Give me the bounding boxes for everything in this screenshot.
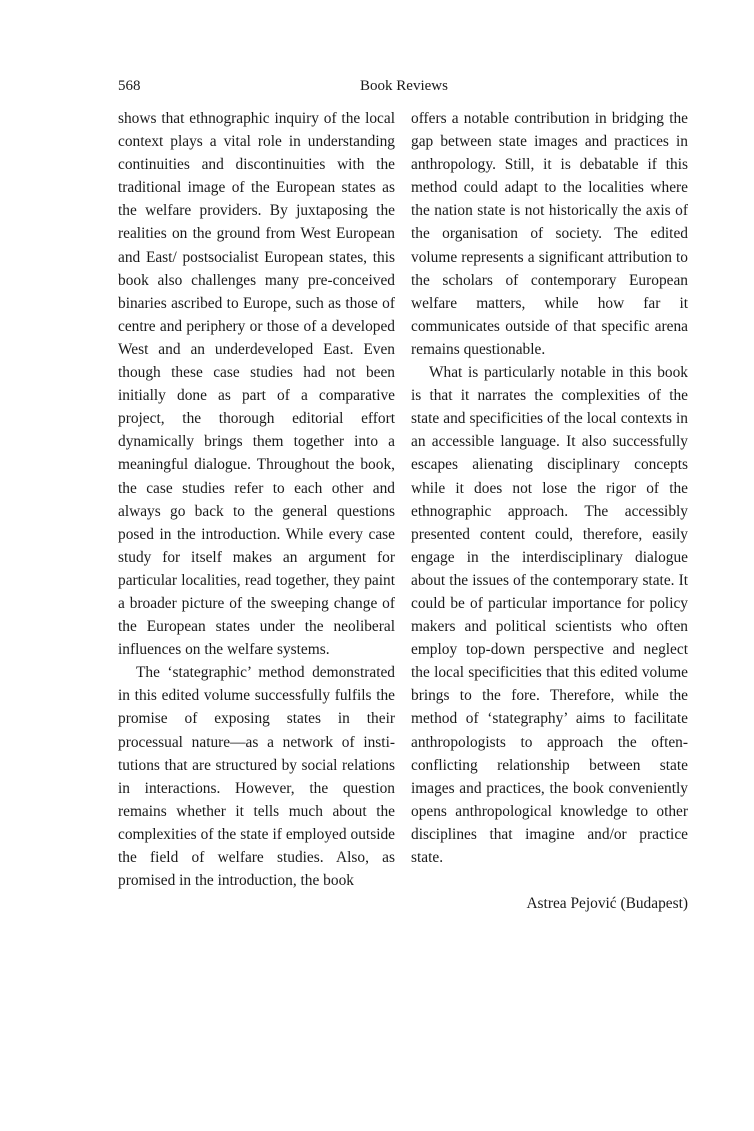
left-paragraph-1: shows that ethnographic inquiry of the local context plays a vital role in understanding continuities and discontinuities with the traditional image of the European states as the welfare providers. By juxtaposing the realities on the ground from West European and East/ postsocialist European states, this book also challenges many pre-conceived binaries ascribed to Europe, such as those of centre and periphery or those of a developed West and an underdeveloped East. Even though these case studies had not been initially done as part of a comparative project, the thorough editorial effort dynamically brings them together into a meaningful dialogue. Throughout the book, the case studies refer to each other and always go back to the general questions posed in the introduction. While every case study for itself makes an argument for particular localities, read together, they paint a broader picture of the sweeping change of the European states under the neoliberal influences on the welfare systems. (118, 110, 395, 659)
right-paragraph-1: offers a notable contribution in bridging the gap between state images and practices in anthropology. Still, it is debatable if this method could adapt to the localities where the nation state is not historically the axis of the organisation of society. The edited volume represents a significant attribution to the scholars of contemporary European welfare matters, while how far it communicates outside of that specific arena remains questionable. (411, 110, 688, 358)
reviewer-signature: Astrea Pejović (Budapest) (526, 895, 688, 913)
right-column (411, 107, 688, 915)
running-head: Book Reviews (360, 78, 448, 94)
left-paragraph-2: The ‘stategraphic’ method demonstrated in this edited volume successfully fulfils the promise of exposing states in their processual nature—as a network of institutions that are structured by social relations in interactions. However, the question remains whether it tells much about the complexities of the state if employed outside the field of welfare studies. Also, as promised in the introduction, the book (118, 664, 395, 890)
page-number: 568 (118, 78, 141, 94)
page-header (118, 74, 690, 98)
left-column (118, 107, 395, 892)
right-paragraph-2: What is particularly notable in this book is that it narrates the complexities of the state and specificities of the local contexts in an accessible language. It also successfully escapes alienating disciplinary concepts while it does not lose the rigor of the ethnographic approach. The accessibly presented content could, therefore, easily engage in the interdisciplinary dialogue about the issues of the contemporary state. It could be of particular importance for policy makers and political scientists who often employ top-down perspective and neglect the local specificities that this edited volume brings to the fore. Therefore, while the method of ‘stategraphy’ aims to facilitate anthropologists to approach the often-conflicting relationship between state images and practices, the book conveniently opens anthropological knowledge to other disciplines that imagine and/or practice state. (411, 364, 688, 866)
